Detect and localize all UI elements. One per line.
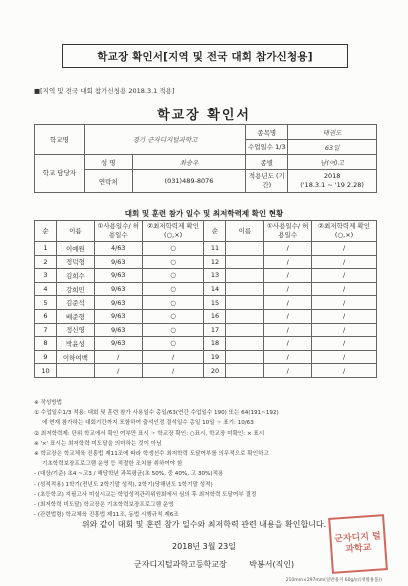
row-min: /: [142, 364, 204, 378]
row-min: ○: [142, 323, 204, 337]
row-min: /: [312, 309, 377, 323]
row-no: 7: [35, 323, 57, 337]
row-no: 17: [204, 323, 226, 337]
row-days: /: [264, 296, 312, 310]
note-line: ② 최저학력제: 단위 학교에서 확인 여부만 표시 ☞ 학교장 확인: ○표시, 학교장 미확인: × 표시: [34, 430, 265, 437]
table-row: [35, 242, 377, 256]
row-name: 이예원: [56, 242, 94, 256]
period-value: [288, 170, 377, 193]
row-name: [226, 282, 264, 296]
row-no: 1: [35, 242, 57, 256]
row-no: 3: [35, 269, 57, 283]
seal-text: 군자디지 털과학교: [333, 531, 382, 555]
table-row: [35, 296, 377, 310]
table-row: [35, 255, 377, 269]
row-name: 김희수: [56, 269, 94, 283]
school-name-label: 학교명: [35, 125, 85, 155]
row-min: /: [312, 269, 377, 283]
period-year: 2018: [323, 172, 341, 180]
row-min: ○: [142, 296, 204, 310]
period-label: 적용년도 (기간): [246, 170, 288, 193]
header-days: ①사용일수/ 허용일수: [94, 221, 142, 242]
official-seal-stamp: [328, 514, 388, 574]
row-min: ○: [142, 269, 204, 283]
table-row: [35, 364, 377, 378]
row-name: [226, 296, 264, 310]
row-no: 12: [204, 255, 226, 269]
document-title: 학교장 확인서: [157, 108, 251, 123]
note-line: ※ '×' 표시는 최저학력 미도달을 의미하는 것이 아님: [34, 440, 162, 447]
table-row: [35, 337, 377, 351]
note-line: 기초학력보장프로그램 운영 등 적절한 조치를 취하여야 함: [42, 461, 183, 468]
row-min: /: [312, 242, 377, 256]
row-min: /: [142, 350, 204, 364]
row-days: /: [94, 364, 142, 378]
participation-table: [34, 220, 377, 378]
row-days: 9/63: [94, 296, 142, 310]
row-days: 9/63: [94, 282, 142, 296]
row-name: 배준형: [56, 309, 94, 323]
row-min: /: [312, 255, 377, 269]
table-row: [35, 323, 377, 337]
principal-school: 군자디지털과학고등학교장: [134, 560, 227, 569]
confirmation-statement: 위와 같이 대회 및 훈련 참가 일수와 최저학력 관련 내용을 확인합니다.: [81, 520, 327, 529]
row-name: 박윤성: [56, 337, 94, 351]
category-label: 종별: [246, 155, 288, 170]
row-min: ○: [142, 337, 204, 351]
ratio-value: 63일: [288, 140, 377, 155]
row-days: /: [264, 350, 312, 364]
row-min: /: [312, 282, 377, 296]
ratio-label: 수업일수 1/3: [246, 140, 288, 155]
row-no: 8: [35, 337, 57, 351]
note-line: - (최저학력 미도달) 학교장은 기초학력보장프로그램 운영: [34, 502, 174, 509]
table-row: [35, 269, 377, 283]
row-days: /: [264, 282, 312, 296]
row-days: /: [264, 309, 312, 323]
row-no: 13: [204, 269, 226, 283]
row-name: [226, 242, 264, 256]
contact-value: (031)489-8076: [132, 170, 246, 193]
document-subheading: ■[지역 및 전국 대회 참가신청용 2018.3.1 적용]: [34, 87, 175, 95]
row-days: 9/63: [94, 309, 142, 323]
row-name: 정신영: [56, 323, 94, 337]
signature-line: [134, 559, 294, 570]
row-days: /: [264, 337, 312, 351]
row-min: /: [312, 337, 377, 351]
school-name-value: 경기 군자디지털과학고: [84, 125, 246, 155]
instructions-notes: [34, 398, 379, 520]
participation-table-caption: 대회 및 훈련 참가 일수 및 최저학력제 확인 현황: [124, 209, 284, 218]
row-name: [226, 364, 264, 378]
participation-header-row: [35, 221, 377, 242]
row-name: [226, 350, 264, 364]
header-min: ②최저학력제 확인(○,×): [142, 221, 204, 242]
header-no: 순: [204, 221, 226, 242]
row-name: [226, 269, 264, 283]
header-name: 이름: [226, 221, 264, 242]
table-row: [35, 350, 377, 364]
row-days: 4/63: [94, 242, 142, 256]
header-days: ①사용일수/ 허용일수: [264, 221, 312, 242]
contact-label: 연락처: [84, 170, 132, 193]
row-name: 정덕형: [56, 255, 94, 269]
note-line: 에 현재 참가하는 대회기간까지 포함하여 출석인정 결석일수 총일 10일 ☞ 표기: 10/63: [42, 420, 254, 427]
row-no: 16: [204, 309, 226, 323]
row-days: /: [264, 323, 312, 337]
row-days: /: [264, 255, 312, 269]
row-name: [226, 337, 264, 351]
note-line: - (대상/기준) 초4 ~고3 / 해당학년 과목평균(초 50%, 중 40%, 고 30%)적용: [34, 471, 224, 478]
row-no: 14: [204, 282, 226, 296]
table-row: [35, 309, 377, 323]
event-value: 태권도: [288, 125, 377, 140]
note-line: ※ 작성방법: [34, 400, 63, 406]
row-no: 6: [35, 309, 57, 323]
header-no: 순: [35, 221, 57, 242]
row-min: /: [312, 364, 377, 378]
table-row: [35, 282, 377, 296]
row-min: ○: [142, 242, 204, 256]
row-no: 11: [204, 242, 226, 256]
row-min: ○: [142, 309, 204, 323]
row-no: 15: [204, 296, 226, 310]
period-range: ('18.3.1 ~ '19 2.28): [300, 181, 364, 189]
issue-date: 2018년 3월 23일: [172, 542, 236, 551]
document-header-title: 학교장 확인서[지역 및 전국 대회 참가신청용]: [62, 44, 348, 68]
officer-label: 학교 담당자: [35, 155, 85, 193]
row-name: [226, 309, 264, 323]
row-min: /: [312, 323, 377, 337]
row-name: [56, 364, 94, 378]
note-line: - (관련법령) 학교체육 진흥법 제11조, 동법 시행규칙 제6조: [34, 512, 179, 519]
note-line: - (성적적용) 1학기(전년도 2학기말 성적), 2학기(당해년도 1학기말 성적): [34, 481, 213, 488]
paper-size-note: 210mm×297mm(일반용지 60g/㎡(재활용품)): [285, 578, 382, 583]
row-days: 9/63: [94, 269, 142, 283]
row-days: 9/63: [94, 323, 142, 337]
row-no: 10: [35, 364, 57, 378]
row-no: 4: [35, 282, 57, 296]
row-name: 강희민: [56, 282, 94, 296]
row-name: [226, 323, 264, 337]
officer-name-label: 성 명: [84, 155, 132, 170]
row-min: ○: [142, 282, 204, 296]
row-no: 18: [204, 337, 226, 351]
category-value: 남(여)고: [288, 155, 377, 170]
row-no: 19: [204, 350, 226, 364]
officer-name-value: 최승우: [132, 155, 246, 170]
row-days: 9/63: [94, 255, 142, 269]
row-name: [226, 255, 264, 269]
event-label: 종목명: [246, 125, 288, 140]
school-info-table: [34, 124, 377, 193]
row-min: /: [312, 296, 377, 310]
note-line: - (초등학교) 지필고사 미실시교는 학업성적관리위원회에서 심의 후 최저학력 도달여부 결정: [34, 491, 257, 498]
row-name: 이하여백: [56, 350, 94, 364]
row-days: /: [94, 350, 142, 364]
header-min: ②최저학력제 확인(○,×): [312, 221, 377, 242]
row-days: 9/63: [94, 337, 142, 351]
note-line: ① 수업일수1/3 적용: 대회 및 훈련 참가 사용일수 총일/63(연간 수업일수 190) 또는 64(191~192): [34, 410, 279, 417]
row-days: /: [264, 364, 312, 378]
principal-name: 박봉서(직인): [249, 560, 295, 569]
header-name: 이름: [56, 221, 94, 242]
row-min: /: [312, 350, 377, 364]
row-days: /: [264, 242, 312, 256]
row-no: 2: [35, 255, 57, 269]
row-no: 5: [35, 296, 57, 310]
note-line: ※ 학교장은 학교체육 진흥법 제11조에 따라 학생선수 최저학력 도달여부를 의무적으로 확인하고: [34, 451, 269, 458]
row-no: 20: [204, 364, 226, 378]
row-days: /: [264, 269, 312, 283]
row-name: 김준석: [56, 296, 94, 310]
row-no: 9: [35, 350, 57, 364]
row-min: ○: [142, 255, 204, 269]
